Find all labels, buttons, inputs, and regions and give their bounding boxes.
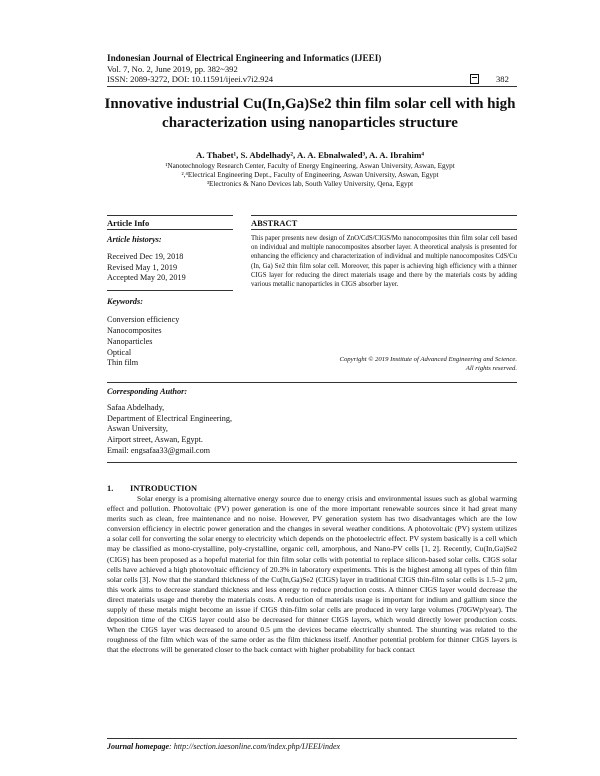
copyright-line: Copyright © 2019 Institute of Advanced Engineering and Science.	[339, 356, 517, 363]
affiliation-3: ³Electronics & Nano Devices lab, South Valley University, Qena, Egypt	[206, 180, 414, 188]
homepage-link[interactable]: http://section.iaesonline.com/index.php/IJEEI/index	[173, 742, 341, 751]
affiliation-1: ¹Nanotechnology Research Center, Faculty of Energy Engineering, Aswan University, Aswan, Egypt	[165, 162, 455, 170]
affiliation-2: ²,⁴Electrical Engineering Dept., Faculty of Engineering, Aswan University, Aswan, Egypt	[181, 171, 439, 179]
keyword-item: Nanocomposites	[107, 326, 162, 335]
introduction-body	[107, 494, 517, 656]
paper-title: Innovative industrial Cu(In,Ga)Se2 thin film solar cell with high characterization using nanoparticles structure	[104, 96, 516, 131]
homepage-label: Journal homepage	[107, 742, 170, 751]
revised-date: Revised May 1, 2019	[107, 263, 178, 272]
keyword-item: Thin film	[107, 358, 139, 367]
corresponding-top-rule	[107, 382, 517, 383]
corresponding-bottom-rule	[107, 462, 517, 463]
article-info-top-rule	[107, 215, 233, 216]
volume-line: Vol. 7, No. 2, June 2019, pp. 382~392	[107, 64, 238, 74]
author-list: A. Thabet¹, S. Abdelhady², A. A. Ebnalwaled³, A. A. Ibrahim⁴	[196, 150, 424, 160]
introduction-paragraph: Solar energy is a promising alternative energy source due to energy crisis and environmental issues such as global warming effect and pollution. Photovoltaic (PV) power generation is one of the more important renewable sources since it had great many merits such as clean, free maintenance and no noise. However, PV generation system has two disadvantages which are the low conversion efficiency in electric power generation and the changes in several weather conditions. A photovoltaic (PV) system utilizes a solar cell for converting the solar energy to electricity which depends on the photoelectric effect. PV system basically is a cell which may be classified as mono-crystalline, poly-crystalline, organic cell, amorphous, and Nano-PV cells [1, 2]. Recently, Cu(In,Ga)Se2 (CIGS) has been proposed as a hopeful material for thin film solar cells with potential to replace silicon-based solar cells. CIGS solar cells have achieved a high photovoltaic efficiency of 20.3% in laboratory experiments. This is the highest among all types of thin film solar cells [3]. Now that the standard thickness of the Cu(In,Ga)Se2 (CIGS) layer in traditional CIGS thin-film solar cells is 1.5–2 μm, this work aims to decrease standard thickness and less energy to reduce production costs. A thinner CIGS layer would decrease the direct materials usage and thereby the materials costs. A reduction of materials usage is important for indium and gallium since the supply of these metals might become an issue if CIGS thin-film solar cells are produced in very large volumes (70GWp/year). The deposition time of the CIGS layer could also be decreased for thinner CIGS layers, which would directly lower production costs. When the CIGS layer was decreased to around 0.5 μm the devices became electrically shunted. The shunting was related to the roughness of the film which was of the same order as the film thickness itself. Another potential problem for thinner CIGS layers is that the electrons will be generated closer to the back contact with higher probability for back contact	[107, 494, 517, 655]
keywords-label: Keywords:	[107, 297, 143, 306]
corresponding-line: Safaa Abdelhady,	[107, 403, 165, 412]
received-date: Received Dec 19, 2018	[107, 252, 184, 261]
issn-line: ISSN: 2089-3272, DOI: 10.11591/ijeei.v7i2.924	[107, 74, 274, 84]
journal-name: Indonesian Journal of Electrical Engineering and Informatics (IJEEI)	[107, 53, 382, 63]
keyword-item: Optical	[107, 348, 132, 357]
corresponding-line: Airport street, Aswan, Egypt.	[107, 435, 203, 444]
footer-rule	[107, 738, 517, 739]
accepted-date: Accepted May 20, 2019	[107, 273, 186, 282]
corresponding-label: Corresponding Author:	[107, 387, 188, 396]
abstract-heading: ABSTRACT	[251, 218, 298, 228]
page-number: 382	[496, 74, 509, 84]
corresponding-line: Department of Electrical Engineering,	[107, 414, 233, 423]
abstract-rule	[251, 229, 517, 230]
journal-homepage: Journal homepage: http://section.iaesonline.com/index.php/IJEEI/index	[107, 742, 341, 751]
header-divider	[107, 86, 517, 87]
abstract-text: This paper presents new design of ZnO/CdS/CIGS/Mo nanocomposites thin film solar cell based on individual and multiple nanocomposites absorber layer. A theoretical analysis is presented for enhancing the efficiency and characterization of individual and multiple nanocomposites CdS/Cu (In, Ga) Se2 thin film solar cell. Moreover, this paper is achieving high efficiency with a thinner CIGS layer for reducing the direct materials usage and there by the materials costs by adding various metallic nanoparticles in CIGS absorber layer.	[251, 235, 517, 289]
page-icon	[470, 74, 479, 84]
article-info-rule	[107, 229, 233, 230]
introduction-heading: 1. INTRODUCTION	[107, 484, 198, 493]
rights-line: All rights reserved.	[465, 365, 517, 372]
article-info-heading: Article Info	[107, 218, 150, 228]
histories-label: Article historys:	[107, 235, 162, 244]
abstract-top-rule	[251, 215, 517, 216]
corresponding-email: Email: engsafaa33@gmail.com	[107, 446, 211, 455]
keyword-item: Nanoparticles	[107, 337, 153, 346]
corresponding-line: Aswan University,	[107, 424, 168, 433]
keyword-item: Conversion efficiency	[107, 315, 180, 324]
keywords-rule	[107, 290, 233, 291]
